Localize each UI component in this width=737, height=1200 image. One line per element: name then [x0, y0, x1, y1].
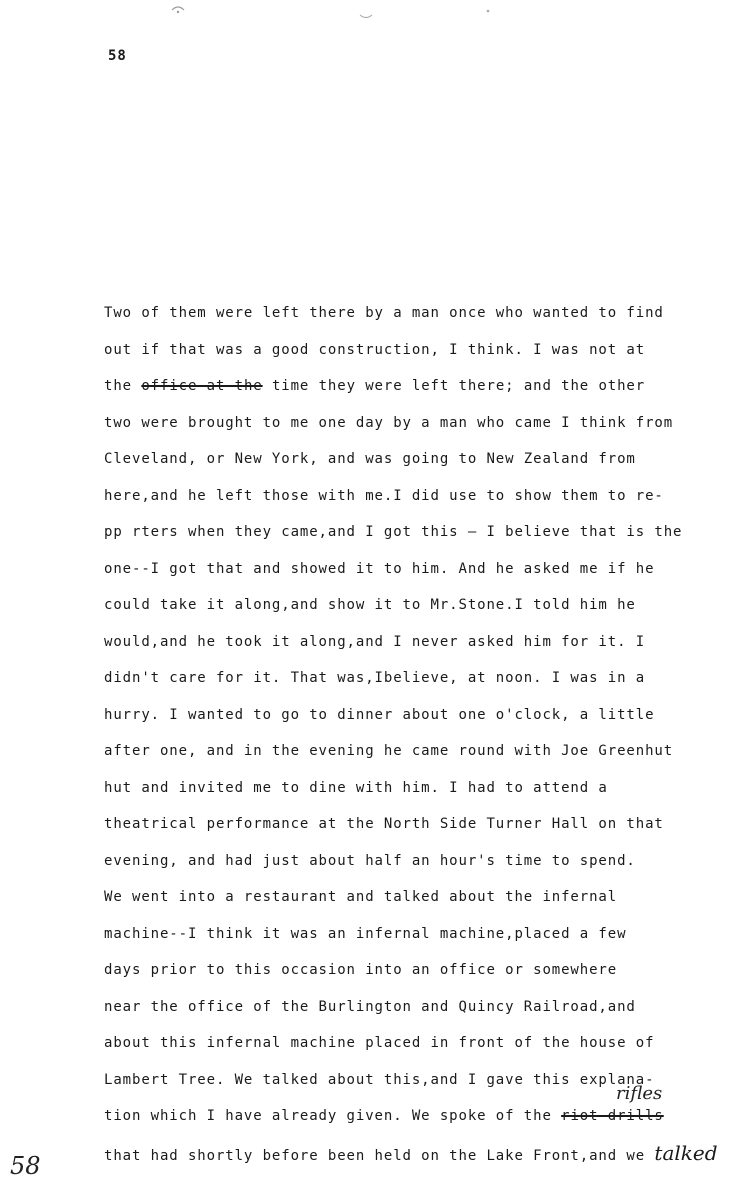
text-line [104, 955, 704, 992]
line-text: two were brought to me one day by a man who came I think from [104, 414, 674, 431]
text-line [104, 882, 704, 919]
text-line [104, 846, 704, 883]
text-line [104, 1138, 718, 1175]
line-text: after one, and in the evening he came round with Joe Greenhut [104, 743, 674, 759]
text-line [104, 663, 704, 700]
page-number: 58 [108, 48, 127, 64]
line-text: time they were left there; and the other [262, 378, 646, 394]
typed-text-body [104, 298, 718, 1174]
text-line [104, 736, 704, 773]
text-line [104, 444, 704, 481]
text-line [104, 408, 704, 445]
line-text: hurry. I wanted to go to dinner about one o'clock, a little [104, 706, 655, 723]
line-text: tion which I have already given. We spoke of the [104, 1108, 562, 1124]
text-line [104, 481, 704, 518]
line-text: that had shortly before been held on the Lake Front,and we [104, 1147, 655, 1164]
line-text: could take it along,and show it to Mr.Stone.I told him he [104, 597, 636, 613]
text-line [104, 700, 704, 737]
text-line [104, 1028, 704, 1065]
line-text: out if that was a good construction, I think. I was not at [104, 341, 646, 358]
text-line [104, 1065, 704, 1102]
line-text: would,and he took it along,and I never asked him for it. I [104, 633, 646, 650]
struck-out-text: riot drills [561, 1108, 664, 1124]
text-line [104, 1101, 704, 1138]
text-line [104, 298, 704, 335]
handwritten-word: talked [654, 1140, 718, 1165]
handwritten-page-mark: 58 [10, 1152, 41, 1180]
scan-mark-icon [480, 4, 496, 18]
line-text: near the office of the Burlington and Quincy Railroad,and [104, 998, 636, 1015]
text-line [104, 809, 704, 846]
scan-mark-icon [358, 8, 374, 22]
line-text: machine--I think it was an infernal machine,placed a few [104, 925, 627, 942]
line-text: here,and he left those with me.I did use to show them to re- [104, 487, 664, 504]
scan-mark-icon [170, 2, 186, 16]
text-line [104, 992, 704, 1029]
line-text: one--I got that and showed it to him. And he asked me if he [104, 560, 655, 577]
text-line [104, 554, 704, 591]
line-text: Two of them were left there by a man once who wanted to find [104, 305, 664, 321]
line-text: Lambert Tree. We talked about this,and I gave this explana- [104, 1071, 655, 1088]
text-line [104, 335, 704, 372]
line-text: theatrical performance at the North Side Turner Hall on that [104, 816, 664, 832]
line-text: We went into a restaurant and talked about the infernal [104, 889, 618, 905]
line-text: days prior to this occasion into an office or somewhere [104, 962, 618, 978]
struck-out-text: office at the [141, 378, 263, 394]
text-line [104, 627, 704, 664]
line-text: hut and invited me to dine with him. I had to attend a [104, 779, 608, 796]
text-line [104, 773, 704, 810]
line-text: about this infernal machine placed in front of the house of [104, 1035, 655, 1051]
handwritten-insertion: rifles [616, 1083, 663, 1104]
text-line [104, 590, 704, 627]
line-text: Cleveland, or New York, and was going to New Zealand from [104, 451, 636, 467]
text-line [104, 919, 704, 956]
text-line [104, 517, 704, 554]
line-text: didn't care for it. That was,Ibelieve, at noon. I was in a [104, 670, 646, 686]
line-text: the [104, 378, 142, 394]
text-line [104, 371, 704, 408]
line-text: evening, and had just about half an hour's time to spend. [104, 852, 636, 869]
line-text: pp rters when they came,and I got this — I believe that is the [104, 524, 683, 540]
